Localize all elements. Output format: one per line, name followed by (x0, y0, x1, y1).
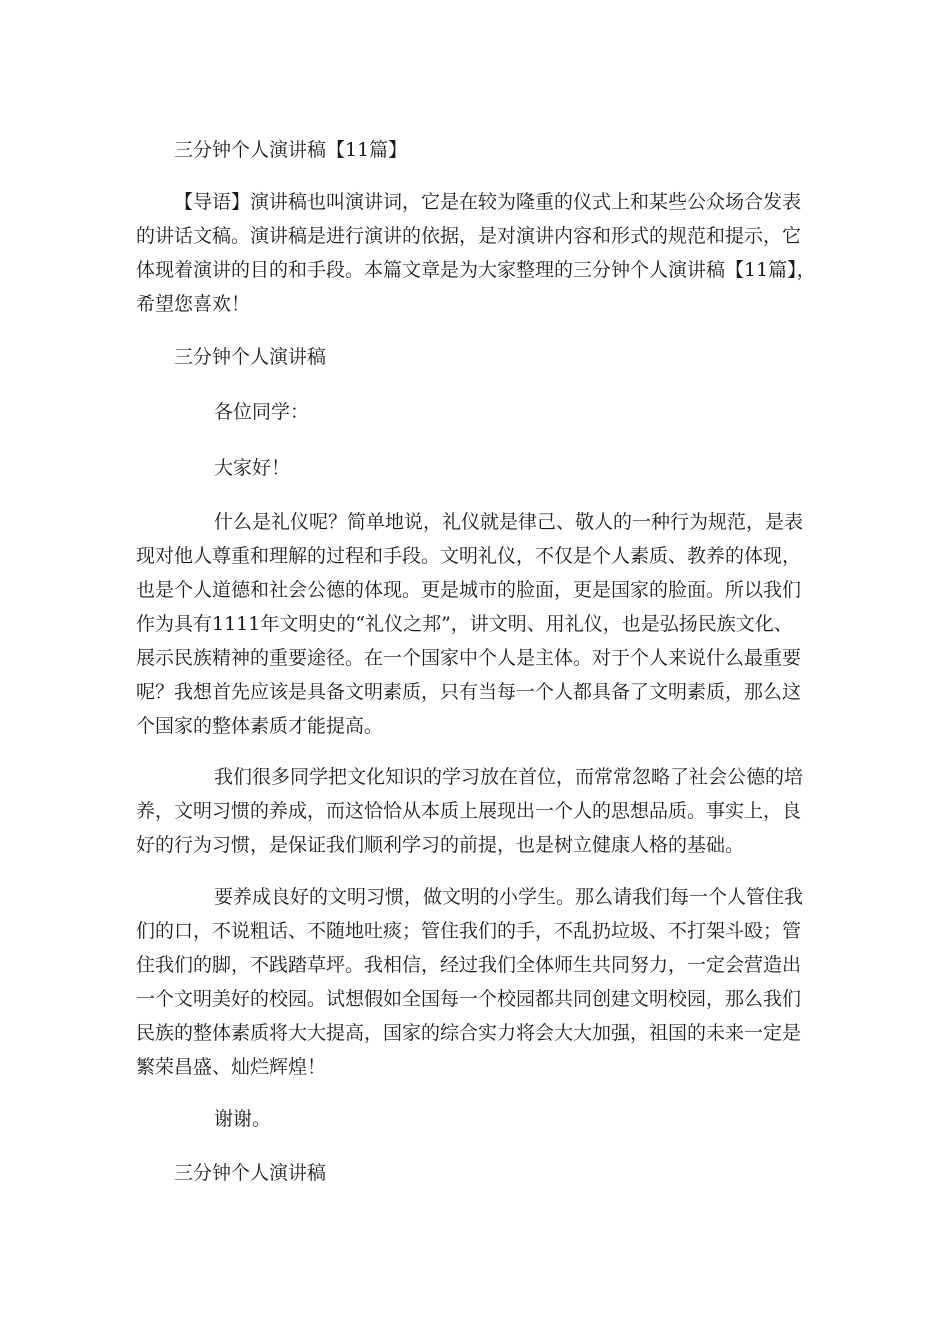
paragraph-line: 展示民族精神的重要途径。在一个国家中个人是主体。对于个人来说什么最重要 (136, 647, 802, 669)
intro-line: 希望您喜欢！ (136, 293, 251, 315)
intro-line: 的讲话文稿。演讲稿是进行演讲的依据，是对演讲内容和形式的规范和提示，它 (136, 225, 802, 247)
paragraph-line: 们的口，不说粗话、不随地吐痰；管住我们的手，不乱扔垃圾、不打架斗殴；管 (136, 920, 802, 942)
paragraph-line: 呢？我想首先应该是具备文明素质，只有当每一个人都具备了文明素质，那么这 (136, 681, 802, 703)
section-heading: 三分钟个人演讲稿 (174, 346, 327, 368)
paragraph-line: 好的行为习惯，是保证我们顺利学习的前提，也是树立健康人格的基础。 (136, 834, 745, 856)
greeting: 大家好！ (214, 457, 291, 479)
paragraph-line: 要养成良好的文明习惯，做文明的小学生。那么请我们每一个人管住我 (214, 886, 804, 908)
closing-text: 谢谢。 (214, 1108, 272, 1130)
paragraph-line: 也是个人道德和社会公德的体现。更是城市的脸面，更是国家的脸面。所以我们 (136, 579, 802, 601)
paragraph-line: 养，文明习惯的养成，而这恰恰从本质上展现出一个人的思想品质。事实上，良 (136, 800, 802, 822)
paragraph-line: 作为具有1111年文明史的“礼仪之邦”，讲文明、用礼仪，也是弘扬民族文化、 (136, 613, 793, 635)
paragraph-line: 一个文明美好的校园。试想假如全国每一个校园都共同创建文明校园，那么我们 (136, 988, 802, 1010)
section-heading: 三分钟个人演讲稿 (174, 1162, 327, 1184)
paragraph-line: 现对他人尊重和理解的过程和手段。文明礼仪，不仅是个人素质、教养的体现， (136, 545, 802, 567)
paragraph-line: 住我们的脚，不践踏草坪。我相信，经过我们全体师生共同努力，一定会营造出 (136, 954, 802, 976)
document-title: 三分钟个人演讲稿【11篇】 (174, 139, 408, 161)
intro-line: 体现着演讲的目的和手段。本篇文章是为大家整理的三分钟个人演讲稿【11篇】， (136, 259, 816, 281)
paragraph-line: 我们很多同学把文化知识的学习放在首位，而常常忽略了社会公德的培 (214, 766, 804, 788)
paragraph-line: 个国家的整体素质才能提高。 (136, 715, 384, 737)
paragraph-line: 民族的整体素质将大大提高，国家的综合实力将会大大加强，祖国的未来一定是 (136, 1022, 802, 1044)
intro-line: 【导语】演讲稿也叫演讲词，它是在较为隆重的仪式上和某些公众场合发表 (174, 191, 802, 213)
salutation: 各位同学： (214, 401, 310, 423)
paragraph-line: 什么是礼仪呢？简单地说，礼仪就是律己、敬人的一种行为规范，是表 (214, 511, 804, 533)
paragraph-line: 繁荣昌盛、灿烂辉煌！ (136, 1056, 327, 1078)
